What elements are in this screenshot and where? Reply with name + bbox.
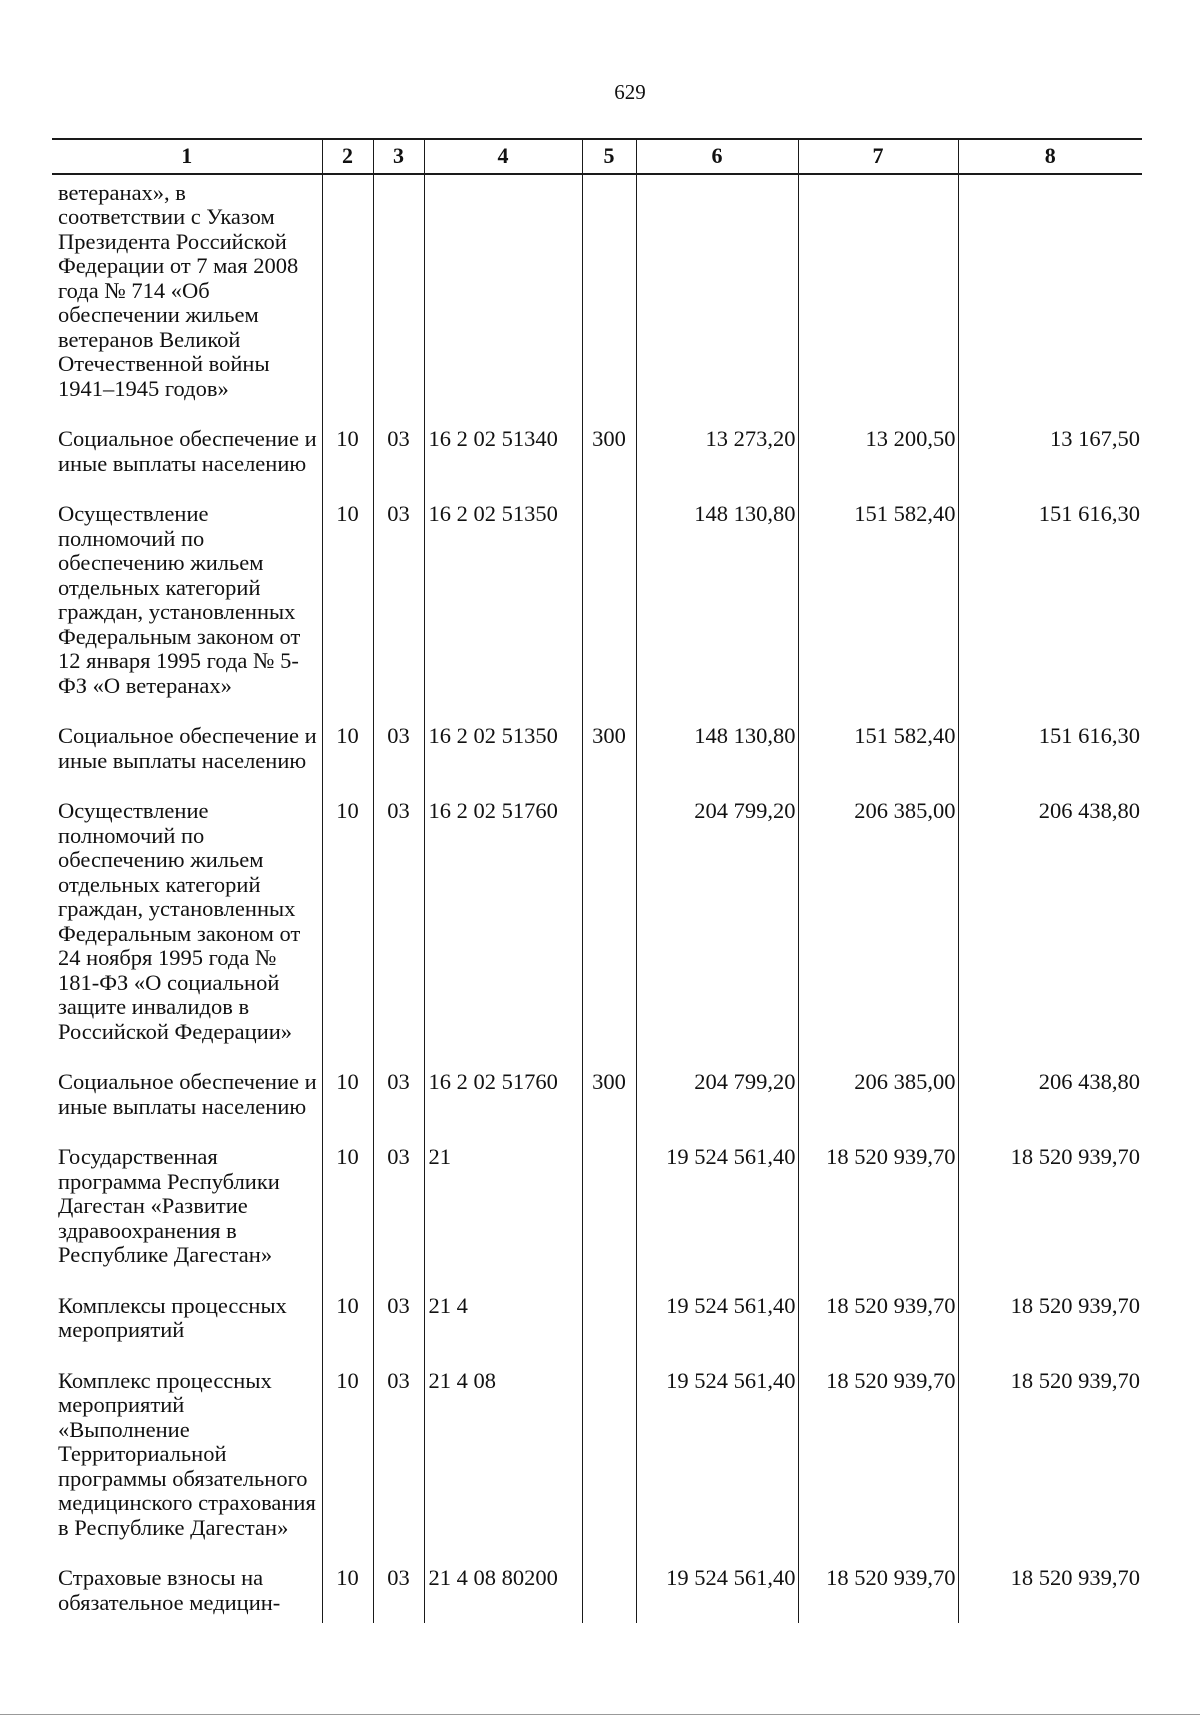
cell-name: Осуществление полномочий по обеспечению жильем отдельных категорий граждан, установленных Федеральным законом от 24 ноября 1995 года № 181-ФЗ «О социальной защите инвалидов в Российской Федерации» <box>58 798 301 1044</box>
cell-rz: 10 <box>322 427 373 502</box>
cell-name: Социальное обеспечение и иные выплаты населению <box>58 426 317 476</box>
cell-year1: 148 130,80 <box>636 724 798 799</box>
header-col-8: 8 <box>958 139 1142 174</box>
cell-year1: 19 524 561,40 <box>636 1294 798 1369</box>
cell-pr: 03 <box>373 1566 424 1623</box>
cell-name: Страховые взносы на обязательное медицин- <box>58 1565 281 1615</box>
table-row <box>52 502 1142 724</box>
cell-name: Государственная программа Республики Дагестан «Развитие здравоохранения в Республике Дагестан» <box>58 1144 280 1267</box>
cell-vr: 300 <box>582 1070 636 1145</box>
cell-vr: 300 <box>582 427 636 502</box>
cell-vr <box>582 1145 636 1294</box>
cell-year3: 206 438,80 <box>958 799 1142 1070</box>
cell-csr: 21 4 08 80200 <box>424 1566 582 1623</box>
table-row <box>52 1294 1142 1369</box>
cell-csr <box>424 174 582 428</box>
cell-pr: 03 <box>373 799 424 1070</box>
cell-rz: 10 <box>322 1070 373 1145</box>
header-col-2: 2 <box>322 139 373 174</box>
cell-year1: 19 524 561,40 <box>636 1566 798 1623</box>
cell-year3: 18 520 939,70 <box>958 1145 1142 1294</box>
cell-pr: 03 <box>373 724 424 799</box>
cell-pr <box>373 174 424 428</box>
cell-name: Социальное обеспечение и иные выплаты населению <box>58 1069 317 1119</box>
cell-year1: 148 130,80 <box>636 502 798 724</box>
cell-year3: 18 520 939,70 <box>958 1369 1142 1567</box>
header-col-4: 4 <box>424 139 582 174</box>
cell-name: Осуществление полномочий по обеспечению жильем отдельных категорий граждан, установленных Федеральным законом от 12 января 1995 года № 5-ФЗ «О ветеранах» <box>58 501 301 698</box>
table-row <box>52 1369 1142 1567</box>
cell-year2: 18 520 939,70 <box>798 1369 958 1567</box>
cell-pr: 03 <box>373 427 424 502</box>
cell-year2 <box>798 174 958 428</box>
cell-year1: 204 799,20 <box>636 1070 798 1145</box>
table-row <box>52 1070 1142 1145</box>
cell-name: Комплексы процессных мероприятий <box>58 1292 287 1342</box>
table-body <box>52 174 1142 1624</box>
table-row <box>52 724 1142 799</box>
cell-rz: 10 <box>322 724 373 799</box>
cell-vr: 300 <box>582 724 636 799</box>
header-row <box>52 139 1142 174</box>
cell-name: Комплекс процессных мероприятий «Выполнение Территориальной программы обязательного медицинского страхования в Республике Дагестан» <box>58 1367 316 1540</box>
cell-year3: 18 520 939,70 <box>958 1294 1142 1369</box>
cell-year3 <box>958 174 1142 428</box>
cell-name: ветеранах», в соответствии с Указом Президента Российской Федерации от 7 мая 2008 года № 714 «Об обеспечении жильем ветеранов Великой Отечественной войны 1941–1945 годов» <box>58 179 299 401</box>
cell-csr: 16 2 02 51760 <box>424 1070 582 1145</box>
cell-year2: 18 520 939,70 <box>798 1566 958 1623</box>
cell-csr: 16 2 02 51760 <box>424 799 582 1070</box>
cell-year2: 151 582,40 <box>798 724 958 799</box>
table-row <box>52 427 1142 502</box>
cell-rz: 10 <box>322 1369 373 1567</box>
cell-year3: 151 616,30 <box>958 724 1142 799</box>
table-row <box>52 1145 1142 1294</box>
cell-rz: 10 <box>322 502 373 724</box>
header-col-6: 6 <box>636 139 798 174</box>
cell-year2: 13 200,50 <box>798 427 958 502</box>
cell-year2: 206 385,00 <box>798 799 958 1070</box>
cell-rz: 10 <box>322 1294 373 1369</box>
cell-year3: 206 438,80 <box>958 1070 1142 1145</box>
cell-name: Социальное обеспечение и иные выплаты населению <box>58 723 317 773</box>
cell-vr <box>582 1294 636 1369</box>
cell-year2: 206 385,00 <box>798 1070 958 1145</box>
cell-pr: 03 <box>373 1145 424 1294</box>
header-col-3: 3 <box>373 139 424 174</box>
budget-table <box>52 138 1142 1623</box>
cell-year2: 18 520 939,70 <box>798 1294 958 1369</box>
cell-year1: 13 273,20 <box>636 427 798 502</box>
cell-rz: 10 <box>322 1566 373 1623</box>
cell-csr: 16 2 02 51350 <box>424 724 582 799</box>
cell-year1: 204 799,20 <box>636 799 798 1070</box>
header-col-1: 1 <box>52 139 322 174</box>
cell-year3: 13 167,50 <box>958 427 1142 502</box>
cell-rz <box>322 174 373 428</box>
cell-csr: 16 2 02 51350 <box>424 502 582 724</box>
cell-vr <box>582 799 636 1070</box>
table-row <box>52 174 1142 428</box>
cell-csr: 21 4 08 <box>424 1369 582 1567</box>
header-col-5: 5 <box>582 139 636 174</box>
cell-pr: 03 <box>373 502 424 724</box>
cell-year3: 151 616,30 <box>958 502 1142 724</box>
table-row <box>52 799 1142 1070</box>
cell-csr: 21 <box>424 1145 582 1294</box>
cell-vr <box>582 502 636 724</box>
table-row <box>52 1566 1142 1623</box>
cell-csr: 16 2 02 51340 <box>424 427 582 502</box>
cell-year1 <box>636 174 798 428</box>
cell-pr: 03 <box>373 1294 424 1369</box>
cell-pr: 03 <box>373 1070 424 1145</box>
cell-year2: 151 582,40 <box>798 502 958 724</box>
bottom-rule <box>0 1714 1200 1715</box>
header-col-7: 7 <box>798 139 958 174</box>
cell-year3: 18 520 939,70 <box>958 1566 1142 1623</box>
cell-vr <box>582 1369 636 1567</box>
page-number: 629 <box>614 80 646 104</box>
cell-year1: 19 524 561,40 <box>636 1145 798 1294</box>
cell-year2: 18 520 939,70 <box>798 1145 958 1294</box>
cell-year1: 19 524 561,40 <box>636 1369 798 1567</box>
cell-pr: 03 <box>373 1369 424 1567</box>
cell-rz: 10 <box>322 1145 373 1294</box>
cell-rz: 10 <box>322 799 373 1070</box>
cell-vr <box>582 1566 636 1623</box>
cell-vr <box>582 174 636 428</box>
cell-csr: 21 4 <box>424 1294 582 1369</box>
